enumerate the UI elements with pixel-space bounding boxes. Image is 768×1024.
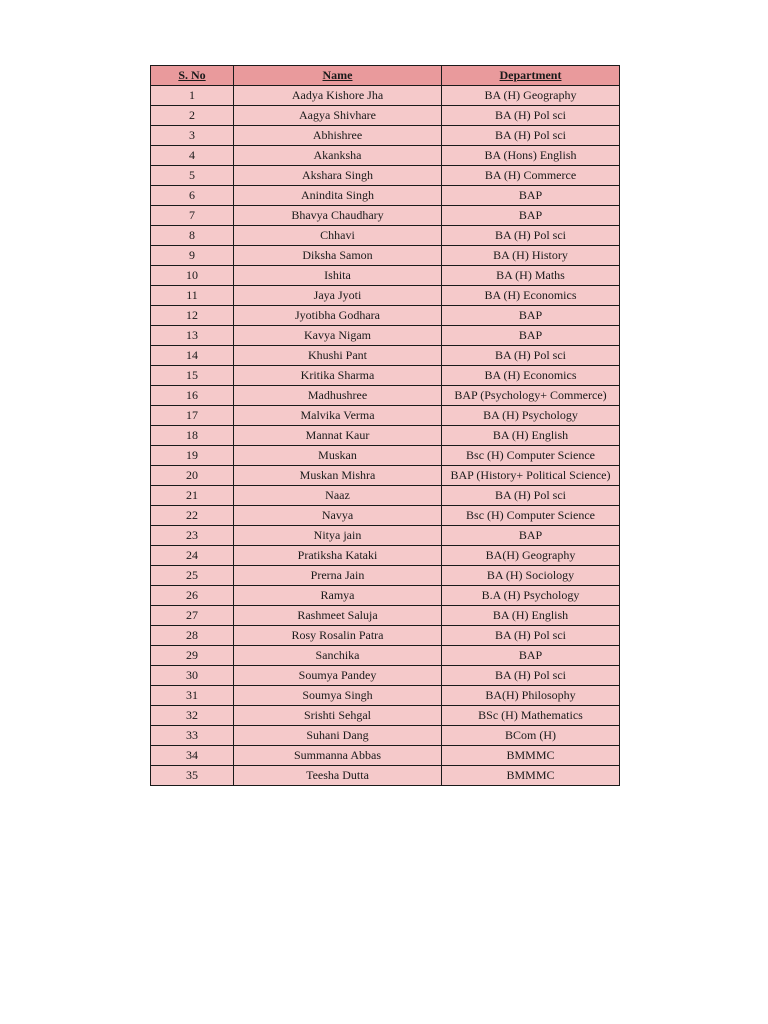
cell-department: BAP (History+ Political Science) xyxy=(442,466,620,486)
cell-sno: 21 xyxy=(151,486,234,506)
cell-sno: 17 xyxy=(151,406,234,426)
cell-name: Aadya Kishore Jha xyxy=(234,86,442,106)
student-list-sheet xyxy=(150,65,620,786)
cell-name: Muskan Mishra xyxy=(234,466,442,486)
column-header-sno: S. No xyxy=(151,66,234,86)
cell-sno: 19 xyxy=(151,446,234,466)
table-row xyxy=(151,446,620,466)
column-header-name: Name xyxy=(234,66,442,86)
cell-sno: 12 xyxy=(151,306,234,326)
cell-department: BA (H) Pol sci xyxy=(442,666,620,686)
table-row xyxy=(151,226,620,246)
table-row xyxy=(151,726,620,746)
cell-name: Diksha Samon xyxy=(234,246,442,266)
cell-sno: 29 xyxy=(151,646,234,666)
cell-name: Bhavya Chaudhary xyxy=(234,206,442,226)
table-row xyxy=(151,186,620,206)
cell-sno: 8 xyxy=(151,226,234,246)
table-row xyxy=(151,586,620,606)
cell-sno: 33 xyxy=(151,726,234,746)
cell-name: Jaya Jyoti xyxy=(234,286,442,306)
cell-sno: 3 xyxy=(151,126,234,146)
cell-sno: 31 xyxy=(151,686,234,706)
cell-sno: 6 xyxy=(151,186,234,206)
cell-sno: 23 xyxy=(151,526,234,546)
cell-name: Prerna Jain xyxy=(234,566,442,586)
table-row xyxy=(151,106,620,126)
cell-department: BA (H) Economics xyxy=(442,366,620,386)
cell-department: BA (Hons) English xyxy=(442,146,620,166)
cell-department: BSc (H) Mathematics xyxy=(442,706,620,726)
table-row xyxy=(151,606,620,626)
student-table xyxy=(150,65,620,786)
cell-department: BCom (H) xyxy=(442,726,620,746)
cell-name: Jyotibha Godhara xyxy=(234,306,442,326)
cell-name: Rosy Rosalin Patra xyxy=(234,626,442,646)
cell-department: BA (H) Economics xyxy=(442,286,620,306)
cell-department: BA (H) Geography xyxy=(442,86,620,106)
cell-sno: 20 xyxy=(151,466,234,486)
cell-sno: 11 xyxy=(151,286,234,306)
table-row xyxy=(151,686,620,706)
table-row xyxy=(151,426,620,446)
table-row xyxy=(151,386,620,406)
table-row xyxy=(151,406,620,426)
cell-sno: 13 xyxy=(151,326,234,346)
cell-sno: 1 xyxy=(151,86,234,106)
table-row xyxy=(151,486,620,506)
table-body xyxy=(151,86,620,786)
table-row xyxy=(151,326,620,346)
cell-department: BAP xyxy=(442,526,620,546)
cell-department: BA (H) Pol sci xyxy=(442,486,620,506)
cell-department: BA (H) Psychology xyxy=(442,406,620,426)
table-row xyxy=(151,126,620,146)
table-row xyxy=(151,306,620,326)
cell-department: BA(H) Philosophy xyxy=(442,686,620,706)
table-row xyxy=(151,466,620,486)
cell-sno: 2 xyxy=(151,106,234,126)
table-row xyxy=(151,146,620,166)
cell-name: Ramya xyxy=(234,586,442,606)
cell-name: Soumya Pandey xyxy=(234,666,442,686)
cell-name: Madhushree xyxy=(234,386,442,406)
table-row xyxy=(151,646,620,666)
cell-department: BAP xyxy=(442,326,620,346)
cell-name: Ishita xyxy=(234,266,442,286)
cell-name: Teesha Dutta xyxy=(234,766,442,786)
cell-sno: 7 xyxy=(151,206,234,226)
table-row xyxy=(151,266,620,286)
cell-department: BA (H) History xyxy=(442,246,620,266)
cell-name: Suhani Dang xyxy=(234,726,442,746)
cell-department: BA (H) Pol sci xyxy=(442,626,620,646)
cell-sno: 24 xyxy=(151,546,234,566)
cell-name: Navya xyxy=(234,506,442,526)
cell-department: Bsc (H) Computer Science xyxy=(442,506,620,526)
cell-department: BAP xyxy=(442,206,620,226)
cell-department: BA (H) Commerce xyxy=(442,166,620,186)
cell-name: Muskan xyxy=(234,446,442,466)
cell-sno: 27 xyxy=(151,606,234,626)
table-row xyxy=(151,746,620,766)
cell-name: Akshara Singh xyxy=(234,166,442,186)
cell-name: Malvika Verma xyxy=(234,406,442,426)
cell-sno: 26 xyxy=(151,586,234,606)
table-row xyxy=(151,546,620,566)
cell-sno: 5 xyxy=(151,166,234,186)
table-row xyxy=(151,706,620,726)
cell-department: BMMMC xyxy=(442,766,620,786)
table-row xyxy=(151,666,620,686)
cell-department: B.A (H) Psychology xyxy=(442,586,620,606)
cell-department: BA(H) Geography xyxy=(442,546,620,566)
cell-sno: 34 xyxy=(151,746,234,766)
table-row xyxy=(151,526,620,546)
cell-sno: 14 xyxy=(151,346,234,366)
cell-name: Aagya Shivhare xyxy=(234,106,442,126)
cell-sno: 30 xyxy=(151,666,234,686)
cell-name: Anindita Singh xyxy=(234,186,442,206)
cell-name: Khushi Pant xyxy=(234,346,442,366)
cell-department: BAP xyxy=(442,186,620,206)
cell-name: Pratiksha Kataki xyxy=(234,546,442,566)
cell-name: Summanna Abbas xyxy=(234,746,442,766)
cell-sno: 35 xyxy=(151,766,234,786)
cell-department: BAP xyxy=(442,646,620,666)
cell-sno: 22 xyxy=(151,506,234,526)
cell-name: Kavya Nigam xyxy=(234,326,442,346)
table-row xyxy=(151,286,620,306)
cell-name: Soumya Singh xyxy=(234,686,442,706)
table-row xyxy=(151,366,620,386)
table-row xyxy=(151,766,620,786)
cell-department: BA (H) Pol sci xyxy=(442,226,620,246)
cell-department: BA (H) Maths xyxy=(442,266,620,286)
cell-name: Akanksha xyxy=(234,146,442,166)
table-row xyxy=(151,86,620,106)
cell-sno: 9 xyxy=(151,246,234,266)
cell-name: Mannat Kaur xyxy=(234,426,442,446)
cell-department: BA (H) Sociology xyxy=(442,566,620,586)
table-header-row xyxy=(151,66,620,86)
cell-sno: 25 xyxy=(151,566,234,586)
cell-department: BA (H) English xyxy=(442,606,620,626)
cell-department: BMMMC xyxy=(442,746,620,766)
cell-department: BAP xyxy=(442,306,620,326)
table-row xyxy=(151,566,620,586)
cell-name: Abhishree xyxy=(234,126,442,146)
cell-sno: 28 xyxy=(151,626,234,646)
table-row xyxy=(151,166,620,186)
cell-sno: 10 xyxy=(151,266,234,286)
cell-name: Nitya jain xyxy=(234,526,442,546)
table-row xyxy=(151,626,620,646)
cell-name: Kritika Sharma xyxy=(234,366,442,386)
cell-sno: 16 xyxy=(151,386,234,406)
cell-name: Rashmeet Saluja xyxy=(234,606,442,626)
cell-sno: 4 xyxy=(151,146,234,166)
column-header-department: Department xyxy=(442,66,620,86)
cell-department: BA (H) Pol sci xyxy=(442,346,620,366)
table-row xyxy=(151,346,620,366)
cell-department: Bsc (H) Computer Science xyxy=(442,446,620,466)
table-row xyxy=(151,246,620,266)
cell-name: Naaz xyxy=(234,486,442,506)
table-row xyxy=(151,506,620,526)
cell-name: Srishti Sehgal xyxy=(234,706,442,726)
cell-department: BA (H) Pol sci xyxy=(442,126,620,146)
cell-sno: 32 xyxy=(151,706,234,726)
cell-sno: 18 xyxy=(151,426,234,446)
cell-name: Chhavi xyxy=(234,226,442,246)
cell-name: Sanchika xyxy=(234,646,442,666)
cell-department: BAP (Psychology+ Commerce) xyxy=(442,386,620,406)
cell-department: BA (H) Pol sci xyxy=(442,106,620,126)
cell-sno: 15 xyxy=(151,366,234,386)
table-row xyxy=(151,206,620,226)
cell-department: BA (H) English xyxy=(442,426,620,446)
